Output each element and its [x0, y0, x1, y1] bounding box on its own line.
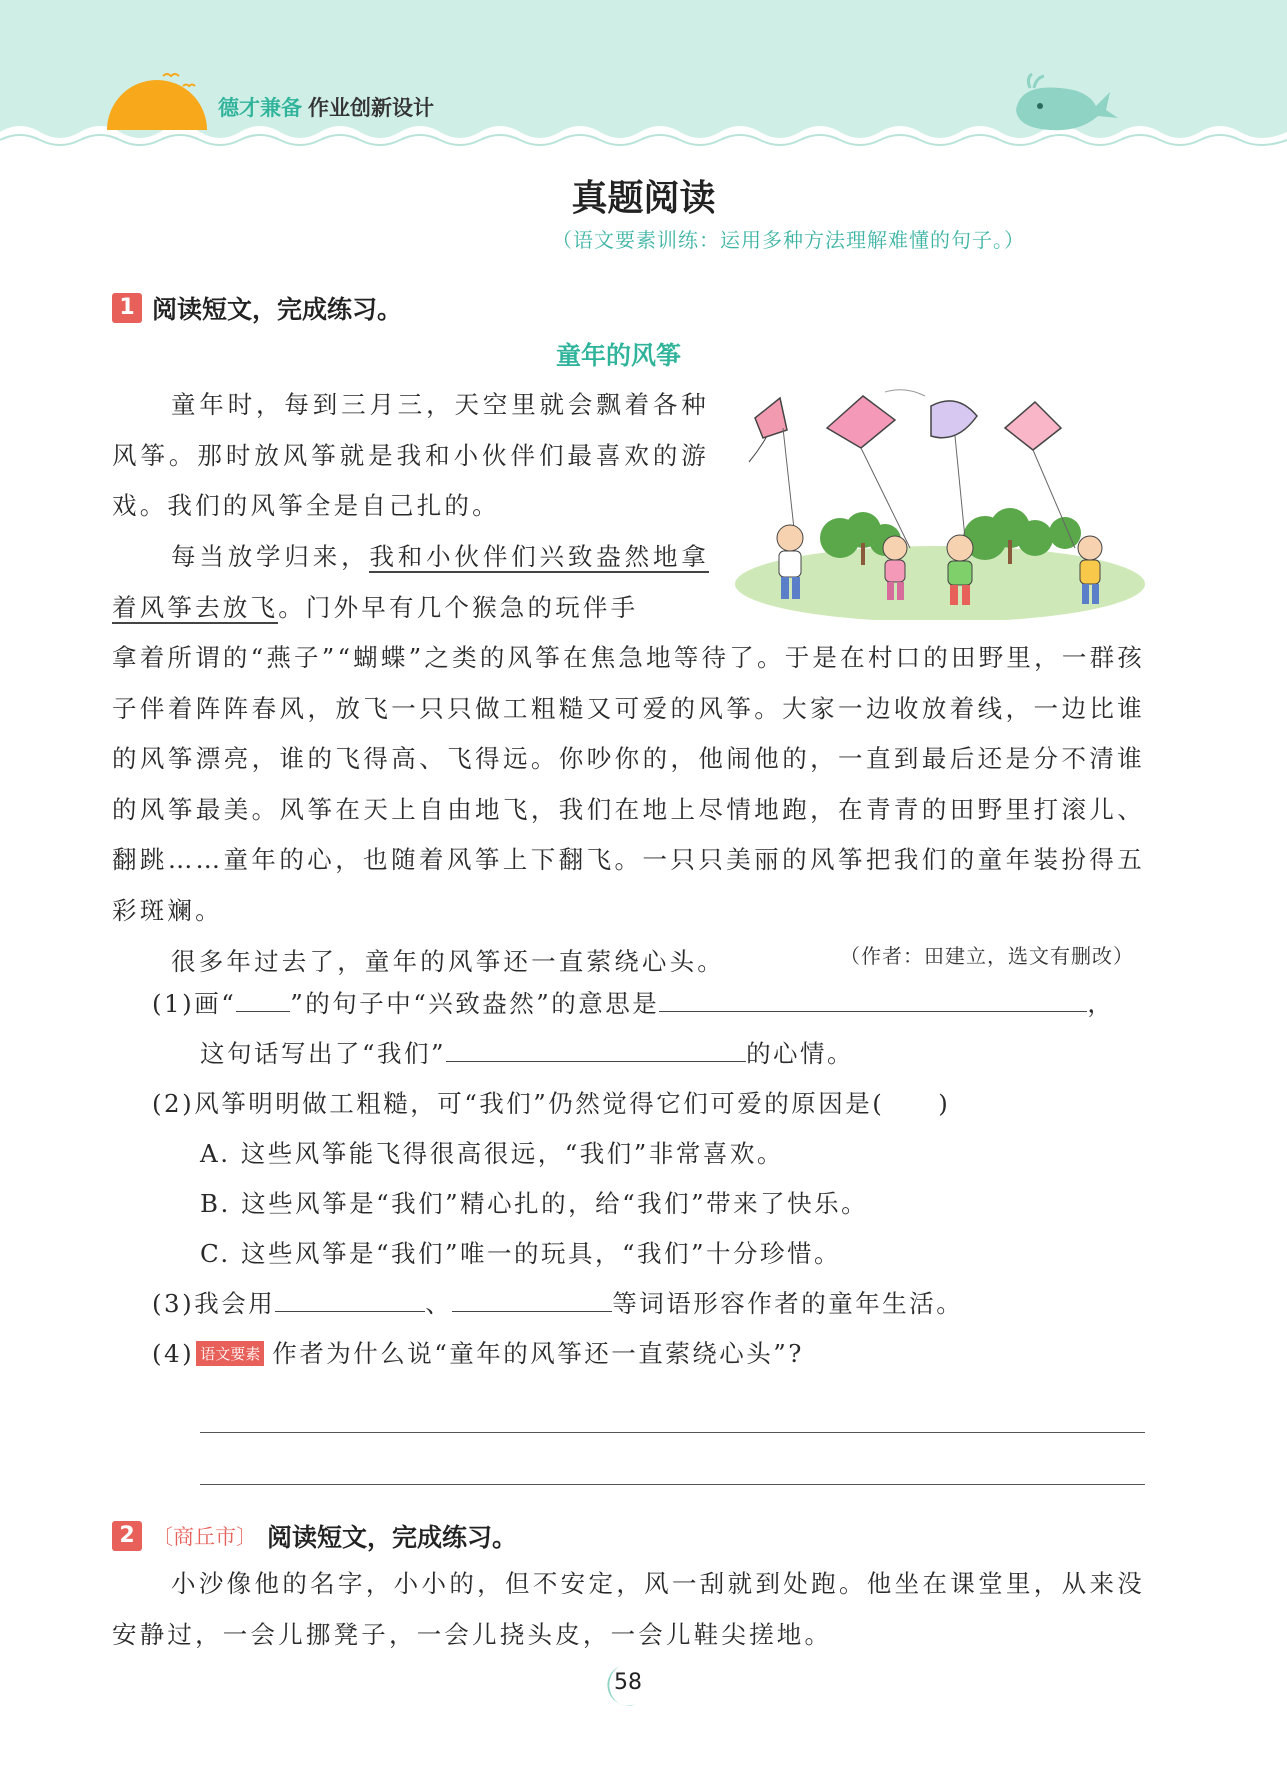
- page-subtitle: （语文要素训练：运用多种方法理解难懂的句子。）: [552, 228, 1025, 252]
- section1-number: 1: [112, 293, 142, 323]
- q3-answer-blank-1[interactable]: [275, 1310, 425, 1312]
- question-3: (3)我会用 、 等词语形容作者的童年生活。: [152, 1289, 964, 1318]
- section2-instruction: 阅读短文，完成练习。: [267, 1523, 518, 1552]
- sun-logo-icon: [105, 68, 210, 130]
- passage-paragraph-2-rest: 拿着所谓的“燕子”“蝴蝶”之类的风筝在焦急地等待了。于是在村口的田野里，一群孩子伴着阵阵春风，放飞一只只做工粗糙又可爱的风筝。大家一边收放着线，一边比谁的风筝漂亮，谁的飞得高、飞得远。你吵你的，他闹他的，一直到最后还是分不清谁的风筝最美。风筝在天上自由地飞，我们在地上尽情地跑，在青青的田野里打滚儿、翻跳……童年的心，也随着风筝上下翻飞。一只只美丽的风筝把我们的童年装扮得五彩斑斓。: [112, 643, 1145, 925]
- p2-lead: 每当放学归来，: [171, 542, 370, 571]
- page-number: 58: [614, 1670, 642, 1695]
- kids-flying-kites-illustration: [735, 388, 1145, 620]
- passage-paragraph-1: 童年时，每到三月三，天空里就会飘着各种风筝。那时放风筝就是我和小伙伴们最喜欢的游戏。我们的风筝全是自己扎的。: [112, 390, 709, 520]
- answer-line-2[interactable]: [200, 1484, 1145, 1485]
- question-4: (4) 语文要素 作者为什么说“童年的风筝还一直萦绕心头”?: [152, 1339, 804, 1368]
- option-c[interactable]: C. 这些风筝是“我们”唯一的玩具，“我们”十分珍惜。: [200, 1239, 842, 1268]
- section2-heading: [112, 1518, 517, 1554]
- option-b[interactable]: B. 这些风筝是“我们”精心扎的，给“我们”带来了快乐。: [200, 1189, 869, 1218]
- q1-underline-sample: [236, 1010, 290, 1012]
- page-title: 真题阅读: [571, 178, 716, 219]
- p2-after: 。门外早有几个猴急的玩伴手: [278, 592, 639, 622]
- answer-line-1[interactable]: [200, 1432, 1145, 1433]
- author-note: （作者：田建立，选文有删改）: [840, 944, 1134, 968]
- section1-instruction: 阅读短文，完成练习。: [152, 295, 403, 324]
- underlined-sentence: 我和小伙伴们兴致盎然地拿着风筝去放飞: [112, 542, 709, 622]
- brand-part2: 作业创新设计: [308, 96, 434, 120]
- passage-title: 童年的风筝: [556, 341, 682, 370]
- whale-icon: [1010, 70, 1120, 134]
- section2-paragraph-1: 小沙像他的名字，小小的，但不安定，风一刮就到处跑。他坐在课堂里，从来没安静过，一会儿挪凳子，一会儿挠头皮，一会儿鞋尖搓地。: [112, 1569, 1145, 1649]
- section1-heading: [112, 290, 402, 326]
- section2-number: 2: [112, 1521, 142, 1551]
- passage-paragraph-2-top: [112, 532, 709, 633]
- option-a[interactable]: A. 这些风筝能飞得很高很远，“我们”非常喜欢。: [200, 1139, 784, 1168]
- question-1-line-1: (1)画“ ”的句子中“兴致盎然”的意思是 ，: [152, 989, 1115, 1018]
- question-1-line-2: 这句话写出了“我们” 的心情。: [200, 1039, 855, 1068]
- section2-region-tag: 〔商丘市〕: [152, 1525, 257, 1549]
- passage-paragraph-3: 很多年过去了，童年的风筝还一直萦绕心头。: [171, 947, 725, 976]
- q1-answer-blank-1[interactable]: [659, 1010, 1087, 1012]
- brand-part1: 德才兼备: [218, 96, 302, 120]
- q1-answer-blank-2[interactable]: [446, 1060, 746, 1062]
- language-element-tag: 语文要素: [196, 1341, 264, 1366]
- brand-title: [218, 92, 434, 122]
- question-2: (2)风筝明明做工粗糙，可“我们”仍然觉得它们可爱的原因是( ): [152, 1089, 951, 1118]
- q3-answer-blank-2[interactable]: [452, 1310, 612, 1312]
